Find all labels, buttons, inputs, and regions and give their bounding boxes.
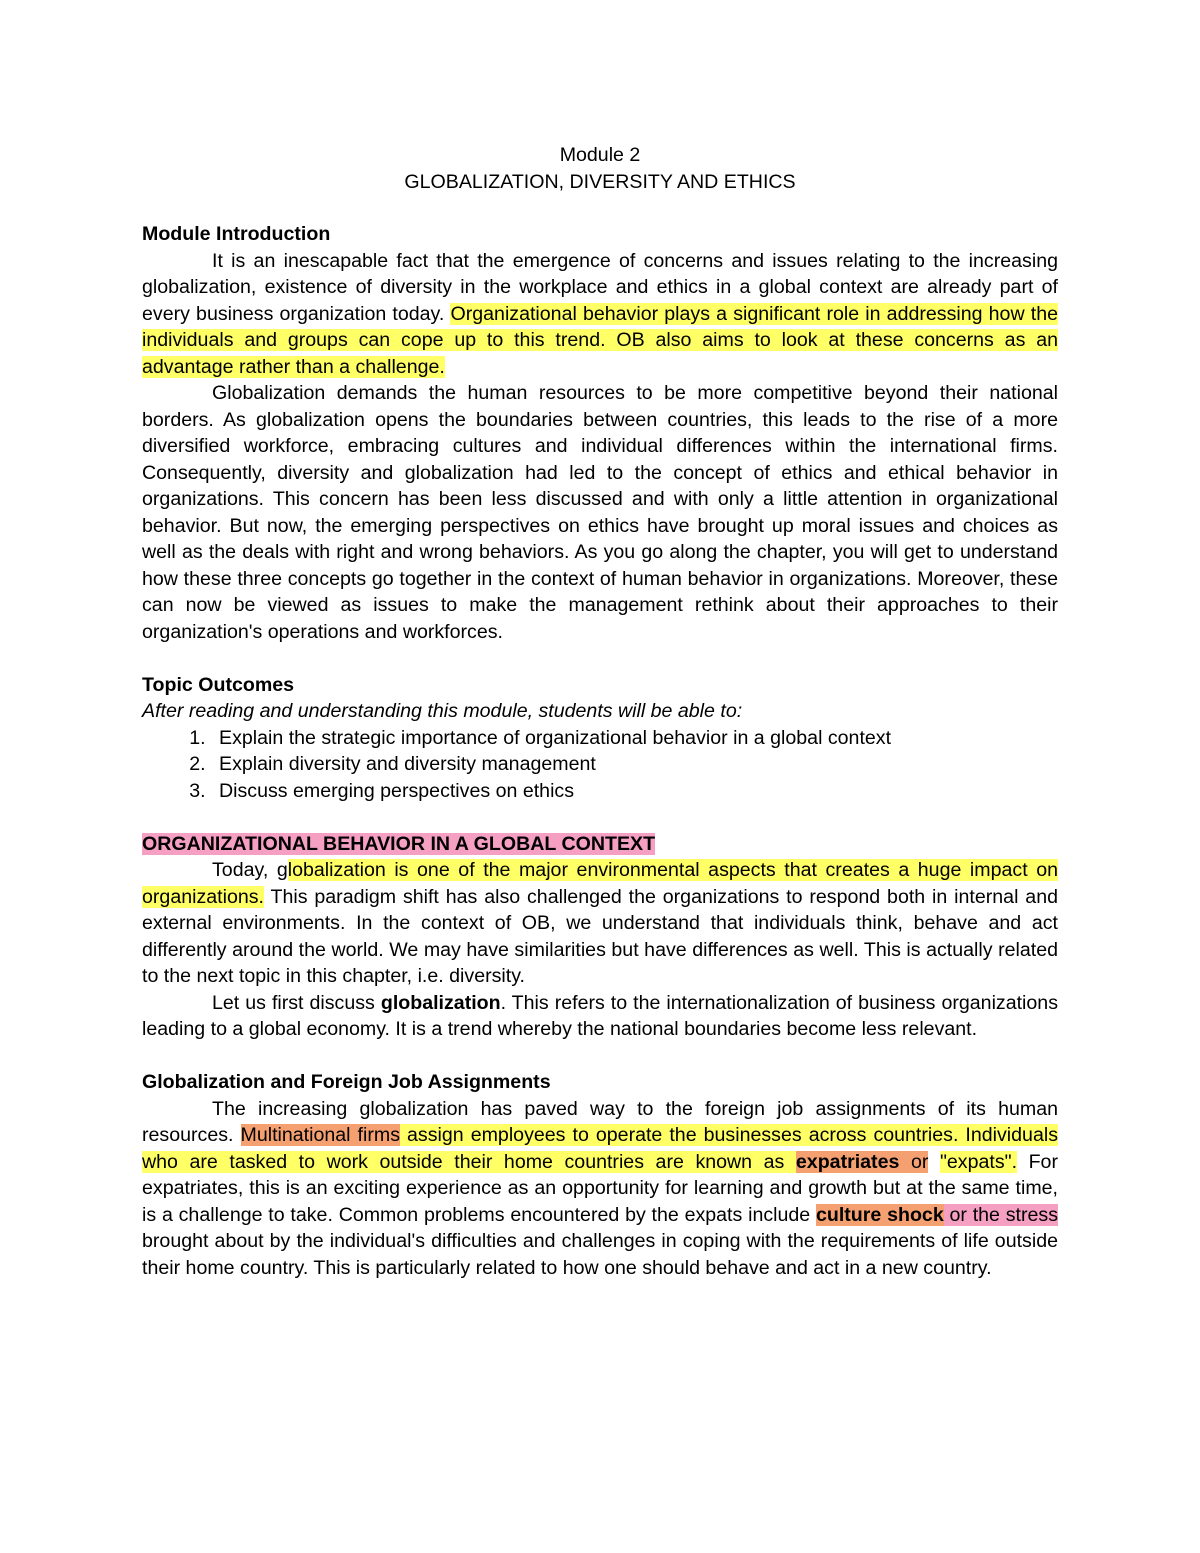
intro-p1-text: It is an inescapable fact that the emergence of concerns and issues relating to the increasing globalization, existence of diversity in the workplace and ethics in a global context are already part of every business organization today.	[142, 249, 1058, 325]
fj-culture-shock-term: culture shock	[815, 1203, 944, 1226]
global-context-heading	[142, 831, 1058, 858]
outcome-item: 3. Discuss emerging perspectives on ethics	[211, 778, 1058, 805]
intro-heading: Module Introduction	[142, 223, 331, 245]
foreign-jobs-paragraph	[142, 1096, 1058, 1282]
gc-p2-rest: . This refers to the internationalization of business organizations leading to a global economy. It is a trend whereby the national boundaries become less relevant.	[142, 991, 1059, 1040]
intro-p1-highlight: Organizational behavior plays a significant role in addressing how the individuals and groups can cope up to this trend. OB also aims to look at these concerns as an advantage rather than a challenge.	[142, 302, 1058, 378]
fj-multinational-highlight: Multinational firms	[240, 1124, 400, 1146]
gc-p1-highlight: lobalization is one of the major environmental aspects that creates a huge impact on organizations.	[142, 859, 1058, 908]
fj-s1: The increasing globalization has paved way to the foreign job assignments of its human resources.	[142, 1097, 1058, 1146]
outcomes-heading: Topic Outcomes	[142, 673, 295, 696]
outcome-item: 2. Explain diversity and diversity management	[211, 751, 1058, 778]
spacer	[142, 804, 1058, 831]
gc-p1-lead: Today, g	[212, 859, 288, 881]
fj-stress-highlight: or the stress	[943, 1203, 1058, 1226]
fj-s7: For expatriates, this is an exciting experience as an opportunity for learning and growth but at the same time, is a challenge to take. Common problems encountered by the expats include	[142, 1150, 1058, 1226]
gc-p2-lead: Let us first discuss	[212, 991, 381, 1014]
module-number: Module 2	[559, 144, 641, 166]
spacer	[142, 1043, 1058, 1070]
gc-p2-bold-term: globalization	[380, 991, 501, 1014]
intro-paragraph-2: Globalization demands the human resources to be more competitive beyond their national borders. As globalization opens the boundaries between countries, this leads to the rise of a more diversified workforce, embracing cultures and individual differences within the international firms. Consequently, diversity and globalization had led to the concept of ethics and ethical behavior in organizations. This concern has been less discussed and with only a little attention in organizational behavior. But now, the emerging perspectives on ethics have brought up moral issues and choices as well as the deals with right and wrong behaviors. As you go along the chapter, you will get to understand how these three concepts go together in the context of human behavior in organizations. Moreover, these can now be viewed as issues to make the management rethink about their approaches to their organization's operations and workforces.	[142, 382, 1058, 643]
fj-expats-highlight: "expats".	[939, 1150, 1018, 1173]
outcome-item: 1. Explain the strategic importance of organizational behavior in a global context	[211, 725, 1058, 752]
intro-paragraph-1	[142, 248, 1058, 381]
foreign-jobs-heading: Globalization and Foreign Job Assignments	[142, 1071, 551, 1093]
fj-s10: brought about by the individual's difficulties and challenges in coping with the requirements of life outside their home country. This is particularly related to how one should behave and act in a new country.	[142, 1230, 1058, 1279]
spacer	[142, 645, 1058, 672]
module-title: GLOBALIZATION, DIVERSITY AND ETHICS	[404, 170, 796, 193]
global-context-heading-text: ORGANIZATIONAL BEHAVIOR IN A GLOBAL CONTEXT	[142, 832, 656, 855]
fj-assign-highlight: assign employees to operate the businesses across countries. Individuals who are tasked to work outside their home countries are known as	[142, 1124, 1059, 1173]
outcomes-lead: After reading and understanding this module, students will be able to:	[142, 700, 743, 722]
gc-p1-rest: This paradigm shift has also challenged the organizations to respond both in internal and external environments. In the context of OB, we understand that individuals think, behave and act differently around the world. We may have similarities but have differences as well. This is actually related to the next topic in this chapter, i.e. diversity.	[142, 885, 1058, 987]
fj-expatriates-term: expatriates	[795, 1150, 900, 1173]
global-context-paragraph-2	[142, 990, 1058, 1043]
global-context-paragraph-1	[142, 857, 1058, 990]
fj-or-highlight: or	[899, 1150, 929, 1173]
outcomes-list	[142, 725, 1058, 805]
